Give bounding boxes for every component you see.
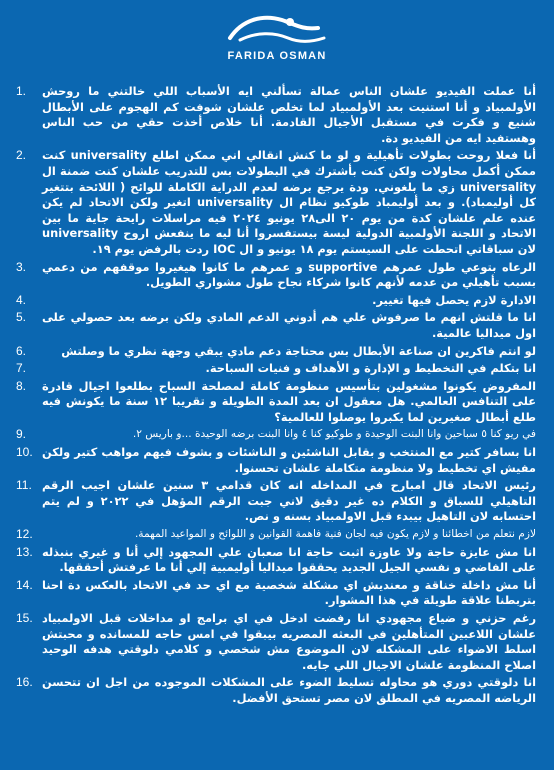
item-number: 3. — [16, 259, 27, 274]
list-item — [16, 611, 536, 673]
item-number: 8. — [16, 378, 27, 393]
item-number: 6. — [16, 343, 27, 358]
statement-list — [16, 84, 536, 709]
list-item — [16, 148, 536, 257]
item-text: أنا عملت الفيديو علشان الناس عمالة تسألني ايه الأسباب اللي خالتني ما روحش الأولمبياد و أنا استنيت بعد الأولمبياد لما تخلص علشان شوفت كم الهجوم على الأبطال شنيع و فكرت في مستقبل الأجيال القادمة. أنا خلاص أخذت حقي من حب الناس وهستفيد ايه من الفيديو دة. — [42, 84, 536, 145]
brand-header — [0, 0, 554, 68]
item-text: رئيس الاتحاد قال امبارح في المداخله انه كان قدامي ٣ سنين علشان اجيب الرقم التاهيلي للسباق و الكلام ده غير دقيق لاني جبت الرقم المؤهل في ٢٠٢٢ و لم يتم احتسابه لان التاهيل بيبدء قبل الاولمبياد بسنه و نص. — [42, 478, 536, 524]
item-number: 12. — [16, 527, 33, 542]
item-number: 9. — [16, 427, 27, 442]
list-item — [16, 361, 536, 377]
item-text: انا مش عايزة حاجة ولا عاوزة اثبت حاجة انا صعبان علي المجهود إلي أنا و غيري بنبذله على الفاضي و نفسي الجيل الجديد يحققوا ميداليا أوليمبية إلي أنا ما عرفتش أحققها. — [42, 544, 536, 575]
item-text: الادارة لازم يحصل فيها تغيير. — [372, 292, 536, 307]
brand-name: FARIDA OSMAN — [227, 50, 327, 62]
list-item — [16, 578, 536, 609]
list-item — [16, 675, 536, 706]
item-number: 14. — [16, 577, 33, 592]
item-text: انا ما قلتش انهم ما صرفوش علي هم أدوني الدعم المادي ولكن برضه بعد حصولي على اول ميداليا عالمية. — [42, 310, 536, 340]
item-number: 11. — [16, 478, 32, 493]
item-text: أنا فعلا روحت بطولات تأهيلية و لو ما كنش انقالي اني ممكن اطلع universality كنت ممكن أكمل محاولات ولكن كنت بأشترك في البطولات بس للتدريب علشان كنت ضمنة ال universality زي ما بلغوني. ودة يرجع برضه لعدم الدراية الكاملة للوائح ( اللائحة بتتغير كل أوليمباد). و بعد أوليمباد طوكيو نظام ال universality اتغير ولكن الاتحاد لم يكن عنده علم علشان كدة من يوم ٢٠ الى٢٨ يونيو ٢٠٢٤ فيه مراسلات رايحة جاية ما بين الاتحاد و اللجنة الأولمبية الدولية ليسة بيستفسروا أنا ليه ما ينفعش اروح universality لان سباقاتي اتحطت على السيستم يوم ١٨ يونيو و ال IOC ردت بالرفض يوم ١٩. — [42, 148, 536, 256]
item-text: لو انتم فاكرين ان صناعة الأبطال بس محتاجة دعم مادي يبقي وجهة نظري ما وصلتش — [61, 343, 536, 358]
list-item — [16, 84, 536, 146]
item-number: 2. — [16, 148, 27, 163]
item-text: في ريو كنا ٥ سباحين وانا البنت الوحيدة و طوكيو كنا ٤ وانا البنت برضه الوحيدة ...و باريس ٢. — [132, 428, 536, 441]
list-item — [16, 293, 536, 309]
item-number: 10. — [16, 445, 33, 460]
item-number: 4. — [16, 292, 27, 307]
item-number: 1. — [16, 84, 27, 98]
item-number: 16. — [16, 675, 33, 690]
item-text: رغم حزني و ضياع مجهودي انا رفضت ادخل في اي برامج او مداخلات قبل الاولمبياد علشان اللاعبين المتأهلين في البعثه المصريه بيبقوا في امس حاجه للمسانده و محبتش اسلط الاضواء على المشكله لان الموضوع مش شخصي و كلامي دلوقتي هدفه الوحيد اصلاح المنظومة علشان الاجيال اللي جايه. — [42, 611, 536, 672]
item-text: المفروض يكونوا مشغولين بتأسيس منظومة كاملة لمصلحة السباح بطلعوا اجيال قادرة على التنافس العالمي. هل معقول ان بعد المدة الطويلة و تقريبا ١٢ سنة ما يكونش فيه طلع أبطال صغيرين لما يكبروا يوصلوا للعالمية؟ — [42, 378, 537, 424]
item-number: 13. — [16, 544, 33, 559]
list-item — [16, 445, 536, 476]
list-item — [16, 427, 536, 443]
item-text: انا بسافر كتير مع المنتخب و بقابل الناشئين و الناشئات و بشوف فيهم مواهب كتير ولكن مفيش اي تخطيط ولا منظومة متكاملة علشان تحسنوا. — [42, 445, 536, 475]
item-text: أنا مش داخلة خناقة و معنديش اي مشكلة شخصية مع اي حد في الاتحاد بالعكس دة احنا بتربطنا علاقة طويلة في هذا المشوار. — [42, 577, 536, 608]
item-text: لازم نتعلم من اخطائنا و لازم يكون فيه لجان فنية فاهمة القوانين و اللوائح و المواعيد المهمة. — [134, 528, 536, 541]
item-text: الرعاه بتوعي طول عمرهم supportive و عمرهم ما كانوا هيغيروا موقفهم من دعمي بسبب تأهيلي من عدمه لأنهم كانوا شركاء نجاح طول مشواري الطويل. — [42, 259, 536, 290]
item-text: انا دلوقتي دوري هو محاوله تسليط الضوء على المشكلات الموجوده من اجل ان تتحسن الرياضه المصريه في المطلق لان مصر تستحق الأفضل. — [42, 675, 536, 705]
swimmer-wave-logo-icon — [222, 10, 332, 50]
item-text: انا بتكلم في التخطيط و الإدارة و الأهداف و فنيات السباحة. — [205, 361, 536, 376]
list-item — [16, 310, 536, 341]
list-item — [16, 478, 536, 525]
list-item — [16, 344, 536, 360]
list-item — [16, 379, 536, 426]
item-number: 15. — [16, 611, 33, 625]
list-item — [16, 527, 536, 543]
item-number: 7. — [16, 361, 27, 376]
list-item — [16, 260, 536, 291]
item-number: 5. — [16, 310, 27, 325]
list-item — [16, 545, 536, 576]
